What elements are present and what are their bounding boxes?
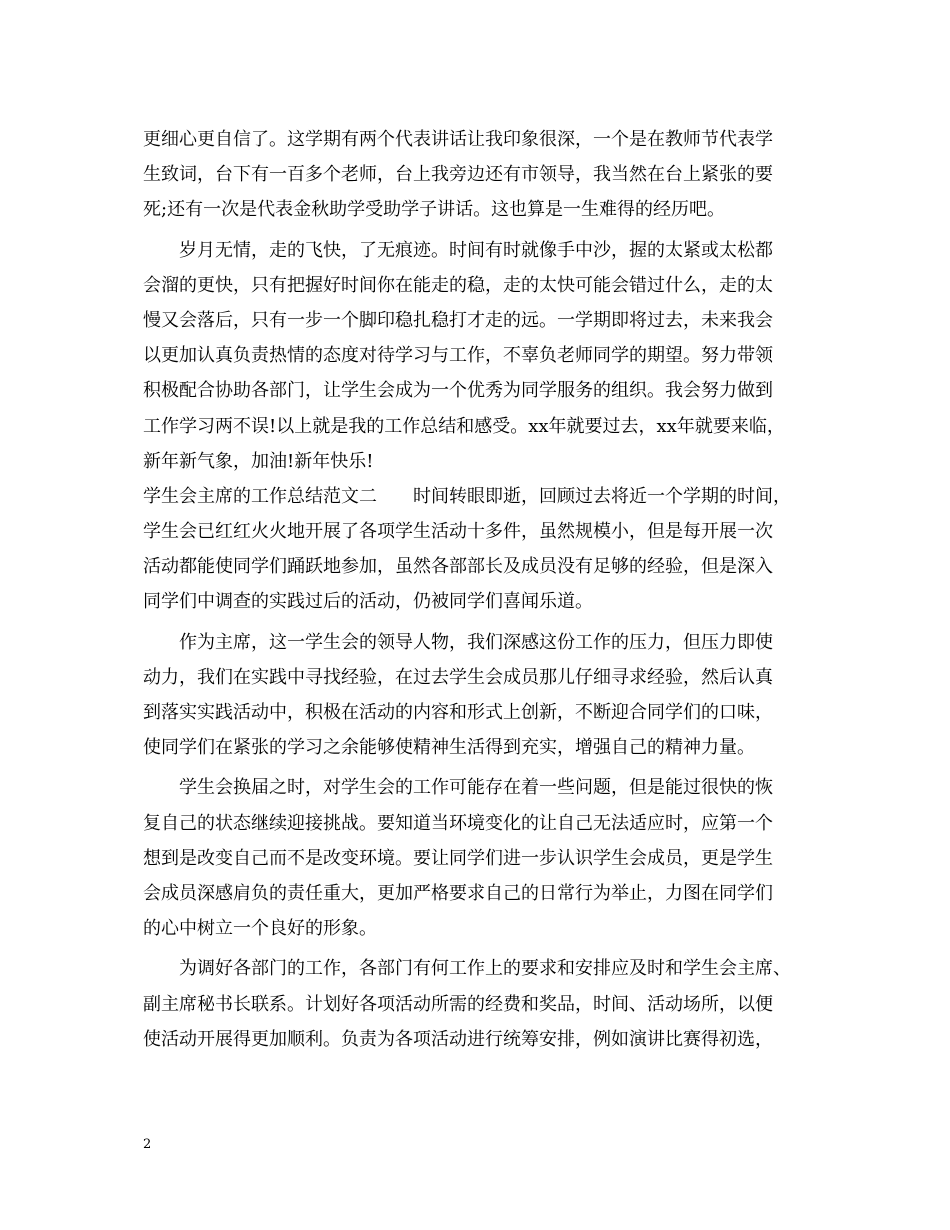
paragraph-line: 动力，我们在实践中寻找经验，在过去学生会成员那儿仔细寻求经验，然后认真 xyxy=(143,666,773,688)
paragraph-line: 积极配合协助各部门，让学生会成为一个优秀为同学服务的组织。我会努力做到 xyxy=(143,380,773,402)
paragraph-line: 复自己的状态继续迎接挑战。要知道当环境变化的让自己无法适应时，应第一个 xyxy=(143,812,773,834)
paragraph-1 xyxy=(143,122,807,228)
paragraph-line: 新年新气象，加油!新年快乐! xyxy=(143,450,374,472)
document-body xyxy=(143,122,807,1057)
paragraph-line: 活动都能使同学们踊跃地参加，虽然各部部长及成员没有足够的经验，但是深入 xyxy=(143,556,773,578)
paragraph-line: 以更加认真负责热情的态度对待学习与工作，不辜负老师同学的期望。努力带领 xyxy=(143,345,773,367)
section-heading-line: 学生会主席的工作总结范文二 时间转眼即逝，回顾过去将近一个学期的时间， xyxy=(143,485,791,507)
paragraph-line: 使同学们在紧张的学习之余能够使精神生活得到充实，增强自己的精神力量。 xyxy=(143,737,755,759)
paragraph-line: 工作学习两不误!以上就是我的工作总结和感受。xx年就要过去，xx年就要来临， xyxy=(143,415,785,437)
paragraph-line: 同学们中调查的实践过后的活动，仍被同学们喜闻乐道。 xyxy=(143,591,593,613)
paragraph-3 xyxy=(143,479,807,620)
paragraph-line: 会成员深感肩负的责任重大，更加严格要求自己的日常行为举止，力图在同学们 xyxy=(143,882,773,904)
paragraph-line: 死;还有一次是代表金秋助学受助学子讲话。这也算是一生难得的经历吧。 xyxy=(143,199,726,221)
paragraph-line: 到落实实践活动中，积极在活动的内容和形式上创新，不断迎合同学们的口味， xyxy=(143,702,773,723)
paragraph-5 xyxy=(143,770,807,946)
page-number: 2 xyxy=(143,1137,152,1152)
paragraph-line: 学生会已红红火火地开展了各项学生活动十多件，虽然规模小，但是每开展一次 xyxy=(143,521,773,543)
paragraph-line: 慢又会落后，只有一步一个脚印稳扎稳打才走的远。一学期即将过去，未来我会 xyxy=(143,309,773,331)
paragraph-line: 生致词，台下有一百多个老师，台上我旁边还有市领导，我当然在台上紧张的要 xyxy=(143,164,773,186)
paragraph-4 xyxy=(143,625,807,766)
paragraph-line: 会溜的更快，只有把握好时间你在能走的稳，走的太快可能会错过什么，走的太 xyxy=(143,274,773,296)
paragraph-line: 学生会换届之时，对学生会的工作可能存在着一些问题，但是能过很快的恢 xyxy=(179,777,773,799)
paragraph-6 xyxy=(143,951,807,1057)
paragraph-line: 岁月无情，走的飞快，了无痕迹。时间有时就像手中沙，握的太紧或太松都 xyxy=(179,239,773,261)
paragraph-2 xyxy=(143,233,807,479)
paragraph-line: 想到是改变自己而不是改变环境。要让同学们进一步认识学生会成员，更是学生 xyxy=(143,847,773,869)
paragraph-line: 使活动开展得更加顺利。负责为各项活动进行统筹安排，例如演讲比赛得初选， xyxy=(143,1028,773,1050)
paragraph-line: 更细心更自信了。这学期有两个代表讲话让我印象很深，一个是在教师节代表学 xyxy=(143,129,773,150)
paragraph-line: 的心中树立一个良好的形象。 xyxy=(143,918,377,940)
paragraph-line: 作为主席，这一学生会的领导人物，我们深感这份工作的压力，但压力即使 xyxy=(179,631,773,653)
paragraph-line: 为调好各部门的工作，各部门有何工作上的要求和安排应及时和学生会主席、 xyxy=(179,958,791,980)
paragraph-line: 副主席秘书长联系。计划好各项活动所需的经费和奖品，时间、活动场所，以便 xyxy=(143,993,773,1015)
